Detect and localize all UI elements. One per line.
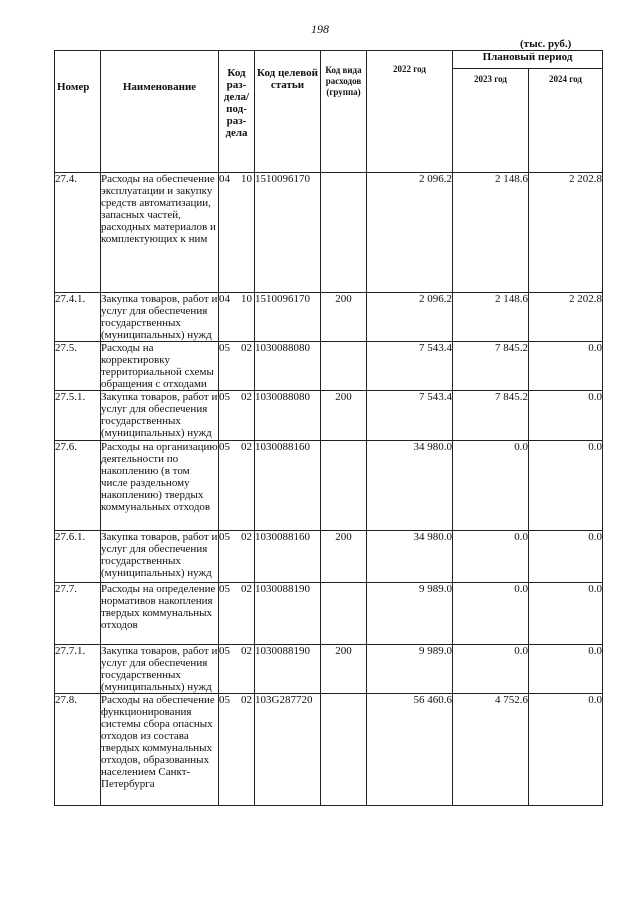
section-code: 05 <box>219 583 230 595</box>
header-expense-type: Код вида расходов (группа) <box>321 51 367 173</box>
row-target-code: 1030088160 <box>255 531 321 583</box>
row-value-2023: 0.0 <box>453 441 529 531</box>
row-expense-type <box>321 342 367 391</box>
row-target-code: 103G287720 <box>255 694 321 806</box>
row-number: 27.5.1. <box>55 391 101 441</box>
row-expense-type: 200 <box>321 531 367 583</box>
row-value-2024: 0.0 <box>529 441 603 531</box>
row-section-code <box>219 645 255 694</box>
subsection-code: 02 <box>241 342 252 354</box>
row-value-2022: 2 096.2 <box>367 293 453 342</box>
header-2022: 2022 год <box>367 51 453 173</box>
row-name: Закупка товаров, работ и услуг для обеспечения государственных (муниципальных) нужд <box>101 531 219 583</box>
row-section-code <box>219 694 255 806</box>
row-value-2022: 7 543.4 <box>367 391 453 441</box>
row-section-code <box>219 173 255 293</box>
row-value-2024: 0.0 <box>529 531 603 583</box>
row-section-code <box>219 293 255 342</box>
row-name: Расходы на обеспечение эксплуатации и закупку средств автоматизации, запасных частей, расходных материалов и комплектующих к ним <box>101 173 219 293</box>
row-expense-type <box>321 173 367 293</box>
section-code: 05 <box>219 531 230 543</box>
table-row <box>55 441 603 531</box>
row-section-code <box>219 342 255 391</box>
row-value-2022: 9 989.0 <box>367 645 453 694</box>
table-row <box>55 293 603 342</box>
table-row <box>55 583 603 645</box>
table-row <box>55 173 603 293</box>
header-name: Наименование <box>101 51 219 173</box>
row-expense-type <box>321 583 367 645</box>
section-code: 05 <box>219 645 230 657</box>
row-value-2023: 7 845.2 <box>453 391 529 441</box>
subsection-code: 10 <box>241 173 252 185</box>
table-row <box>55 645 603 694</box>
subsection-code: 10 <box>241 293 252 305</box>
table-row <box>55 342 603 391</box>
table-row <box>55 694 603 806</box>
row-number: 27.5. <box>55 342 101 391</box>
row-target-code: 1510096170 <box>255 173 321 293</box>
row-number: 27.4. <box>55 173 101 293</box>
row-expense-type: 200 <box>321 293 367 342</box>
subsection-code: 02 <box>241 441 252 453</box>
row-name: Расходы на организацию деятельности по накоплению (в том числе раздельному накоплению) твердых коммунальных отходов <box>101 441 219 531</box>
header-target: Код целевой статьи <box>255 51 321 173</box>
row-name: Расходы на корректировку территориальной схемы обращения с отходами <box>101 342 219 391</box>
row-name: Расходы на обеспечение функционирования системы сбора опасных отходов из состава твердых коммунальных отходов, образованных населением Санкт-Петербурга <box>101 694 219 806</box>
row-value-2024: 0.0 <box>529 391 603 441</box>
header-number: Номер <box>55 51 101 173</box>
row-section-code <box>219 441 255 531</box>
page-number: 198 <box>311 22 329 36</box>
row-value-2024: 0.0 <box>529 645 603 694</box>
row-value-2023: 7 845.2 <box>453 342 529 391</box>
row-value-2023: 0.0 <box>453 583 529 645</box>
subsection-code: 02 <box>241 583 252 595</box>
row-name: Закупка товаров, работ и услуг для обеспечения государственных (муниципальных) нужд <box>101 645 218 693</box>
row-section-code <box>219 583 255 645</box>
header-2023: 2023 год <box>453 69 529 173</box>
row-expense-type: 200 <box>321 391 367 441</box>
row-section-code <box>219 531 255 583</box>
row-value-2024: 2 202.8 <box>529 173 603 293</box>
row-name: Закупка товаров, работ и услуг для обеспечения государственных (муниципальных) нужд <box>101 391 218 439</box>
section-code: 05 <box>219 694 230 706</box>
row-expense-type <box>321 694 367 806</box>
row-target-code: 1030088160 <box>255 441 321 531</box>
units-label: (тыс. руб.) <box>520 38 572 50</box>
row-value-2022: 2 096.2 <box>367 173 453 293</box>
row-target-code: 1030088080 <box>255 342 321 391</box>
row-expense-type: 200 <box>321 645 367 694</box>
row-target-code: 1510096170 <box>255 293 321 342</box>
table-row <box>55 531 603 583</box>
subsection-code: 02 <box>241 531 252 543</box>
table-row <box>55 391 603 441</box>
row-value-2022: 34 980.0 <box>367 441 453 531</box>
row-value-2024: 0.0 <box>529 583 603 645</box>
row-number: 27.7. <box>55 583 101 645</box>
row-target-code: 1030088190 <box>255 645 321 694</box>
section-code: 04 <box>219 293 230 305</box>
row-value-2022: 56 460.6 <box>367 694 453 806</box>
row-value-2022: 7 543.4 <box>367 342 453 391</box>
row-value-2022: 34 980.0 <box>367 531 453 583</box>
row-value-2022: 9 989.0 <box>367 583 453 645</box>
row-target-code: 1030088190 <box>255 583 321 645</box>
row-expense-type <box>321 441 367 531</box>
row-number: 27.8. <box>55 694 101 806</box>
row-name: Расходы на определение нормативов накопления твердых коммунальных отходов <box>101 583 219 645</box>
header-section: Код раз-дела/ под-раз-дела <box>219 51 255 173</box>
header-2024: 2024 год <box>529 69 603 173</box>
section-code: 05 <box>219 441 230 453</box>
subsection-code: 02 <box>241 391 252 403</box>
row-number: 27.6.1. <box>55 531 101 583</box>
row-value-2023: 0.0 <box>453 645 529 694</box>
row-number: 27.4.1. <box>55 293 101 342</box>
budget-table <box>54 50 603 806</box>
subsection-code: 02 <box>241 645 252 657</box>
row-value-2024: 2 202.8 <box>529 293 603 342</box>
row-number: 27.6. <box>55 441 101 531</box>
row-value-2023: 2 148.6 <box>453 293 529 342</box>
row-value-2024: 0.0 <box>529 342 603 391</box>
row-value-2024: 0.0 <box>529 694 603 806</box>
row-name: Закупка товаров, работ и услуг для обеспечения государственных (муниципальных) нужд <box>101 293 218 341</box>
subsection-code: 02 <box>241 694 252 706</box>
row-value-2023: 0.0 <box>453 531 529 583</box>
row-value-2023: 4 752.6 <box>453 694 529 806</box>
section-code: 05 <box>219 391 230 403</box>
header-planned-period: Плановый период <box>453 51 603 69</box>
row-target-code: 1030088080 <box>255 391 321 441</box>
section-code: 05 <box>219 342 230 354</box>
row-value-2023: 2 148.6 <box>453 173 529 293</box>
row-section-code <box>219 391 255 441</box>
row-number: 27.7.1. <box>55 645 101 694</box>
section-code: 04 <box>219 173 230 185</box>
